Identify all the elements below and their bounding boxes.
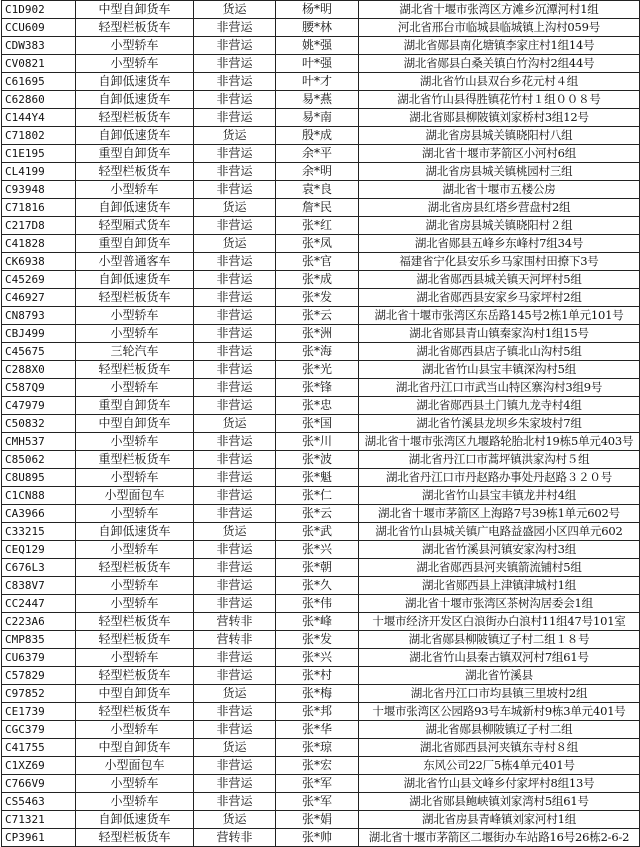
plate-number-cell: C1XZ69 <box>2 757 76 775</box>
vehicle-type-cell: 小型普通客车 <box>76 253 194 271</box>
plate-number-cell: C676L3 <box>2 559 76 577</box>
table-row <box>2 649 640 667</box>
address-cell: 湖北省竹山县秦古镇双河村7组61号 <box>359 649 640 667</box>
owner-name-cell: 张*川 <box>276 433 359 451</box>
address-cell: 湖北省竹山县双台乡花元村４组 <box>359 73 640 91</box>
address-cell: 湖北省丹江口市丹赵路办事处丹赵路３２０号 <box>359 469 640 487</box>
vehicle-type-cell: 重型自卸货车 <box>76 235 194 253</box>
address-cell: 东风公司22厂5栋4单元401号 <box>359 757 640 775</box>
table-row <box>2 145 640 163</box>
address-cell: 湖北省房县红塔乡营盘村2组 <box>359 199 640 217</box>
usage-type-cell: 非营运 <box>194 91 276 109</box>
plate-number-cell: C1CN88 <box>2 487 76 505</box>
usage-type-cell: 非营运 <box>194 379 276 397</box>
vehicle-type-cell: 小型轿车 <box>76 541 194 559</box>
vehicle-type-cell: 小型轿车 <box>76 505 194 523</box>
plate-number-cell: CU6379 <box>2 649 76 667</box>
address-cell: 湖北省郧西县安家乡马家坪村2组 <box>359 289 640 307</box>
owner-name-cell: 张*村 <box>276 667 359 685</box>
usage-type-cell: 货运 <box>194 127 276 145</box>
plate-number-cell: CE1739 <box>2 703 76 721</box>
table-row <box>2 487 640 505</box>
owner-name-cell: 张*发 <box>276 289 359 307</box>
plate-number-cell: C85062 <box>2 451 76 469</box>
table-body <box>2 1 640 847</box>
owner-name-cell: 张*宏 <box>276 757 359 775</box>
vehicle-type-cell: 轻型栏板货车 <box>76 703 194 721</box>
plate-number-cell: C838V7 <box>2 577 76 595</box>
plate-number-cell: C57829 <box>2 667 76 685</box>
table-row <box>2 721 640 739</box>
plate-number-cell: CCU609 <box>2 19 76 37</box>
owner-name-cell: 张*朝 <box>276 559 359 577</box>
owner-name-cell: 张*伟 <box>276 595 359 613</box>
owner-name-cell: 张*成 <box>276 271 359 289</box>
table-row <box>2 289 640 307</box>
plate-number-cell: C223A6 <box>2 613 76 631</box>
owner-name-cell: 张*云 <box>276 505 359 523</box>
usage-type-cell: 货运 <box>194 199 276 217</box>
plate-number-cell: C50832 <box>2 415 76 433</box>
plate-number-cell: CGC379 <box>2 721 76 739</box>
vehicle-type-cell: 轻型栏板货车 <box>76 19 194 37</box>
owner-name-cell: 叶*才 <box>276 73 359 91</box>
owner-name-cell: 余*平 <box>276 145 359 163</box>
usage-type-cell: 非营运 <box>194 163 276 181</box>
address-cell: 湖北省十堰市茅箭区小河村6组 <box>359 145 640 163</box>
plate-number-cell: C766V9 <box>2 775 76 793</box>
address-cell: 湖北省十堰市张湾区九堰路轮胎北村19栋5单元403号 <box>359 433 640 451</box>
usage-type-cell: 非营运 <box>194 397 276 415</box>
owner-name-cell: 张*仁 <box>276 487 359 505</box>
plate-number-cell: C288X0 <box>2 361 76 379</box>
usage-type-cell: 非营运 <box>194 757 276 775</box>
vehicle-type-cell: 自卸低速货车 <box>76 199 194 217</box>
table-row <box>2 541 640 559</box>
plate-number-cell: CMH537 <box>2 433 76 451</box>
usage-type-cell: 非营运 <box>194 55 276 73</box>
address-cell: 湖北省十堰市张湾区茶树沟居委会1组 <box>359 595 640 613</box>
usage-type-cell: 非营运 <box>194 19 276 37</box>
vehicle-type-cell: 重型自卸货车 <box>76 397 194 415</box>
table-row <box>2 757 640 775</box>
table-row <box>2 181 640 199</box>
vehicle-type-cell: 轻型栏板货车 <box>76 559 194 577</box>
table-row <box>2 1 640 19</box>
vehicle-type-cell: 小型面包车 <box>76 487 194 505</box>
address-cell: 湖北省郧县柳陂镇辽子村二组１８号 <box>359 631 640 649</box>
owner-name-cell: 袁*良 <box>276 181 359 199</box>
usage-type-cell: 非营运 <box>194 73 276 91</box>
vehicle-type-cell: 自卸低速货车 <box>76 73 194 91</box>
usage-type-cell: 非营运 <box>194 793 276 811</box>
address-cell: 湖北省十堰市张湾区方滩乡沉潭河村1组 <box>359 1 640 19</box>
usage-type-cell: 营转非 <box>194 829 276 847</box>
usage-type-cell: 非营运 <box>194 289 276 307</box>
table-row <box>2 397 640 415</box>
table-row <box>2 739 640 757</box>
usage-type-cell: 营转非 <box>194 613 276 631</box>
address-cell: 湖北省丹江口市均县镇三里坡村2组 <box>359 685 640 703</box>
table-row <box>2 73 640 91</box>
vehicle-type-cell: 轻型厢式货车 <box>76 217 194 235</box>
owner-name-cell: 詹*民 <box>276 199 359 217</box>
address-cell: 湖北省郧西县店子镇北山沟村5组 <box>359 343 640 361</box>
plate-number-cell: C1D902 <box>2 1 76 19</box>
plate-number-cell: C71802 <box>2 127 76 145</box>
plate-number-cell: C62860 <box>2 91 76 109</box>
owner-name-cell: 张*洲 <box>276 325 359 343</box>
plate-number-cell: C8U895 <box>2 469 76 487</box>
plate-number-cell: C71816 <box>2 199 76 217</box>
usage-type-cell: 非营运 <box>194 361 276 379</box>
usage-type-cell: 货运 <box>194 739 276 757</box>
vehicle-type-cell: 三轮汽车 <box>76 343 194 361</box>
table-row <box>2 379 640 397</box>
vehicle-type-cell: 轻型栏板货车 <box>76 631 194 649</box>
owner-name-cell: 张*魁 <box>276 469 359 487</box>
plate-number-cell: CL4199 <box>2 163 76 181</box>
plate-number-cell: C45675 <box>2 343 76 361</box>
address-cell: 湖北省郧县鲍峡镇刘家湾村5组61号 <box>359 793 640 811</box>
usage-type-cell: 非营运 <box>194 649 276 667</box>
owner-name-cell: 张*军 <box>276 775 359 793</box>
vehicle-type-cell: 小型面包车 <box>76 757 194 775</box>
table-row <box>2 307 640 325</box>
table-row <box>2 559 640 577</box>
usage-type-cell: 非营运 <box>194 595 276 613</box>
vehicle-type-cell: 小型轿车 <box>76 181 194 199</box>
vehicle-type-cell: 轻型栏板货车 <box>76 361 194 379</box>
vehicle-type-cell: 自卸低速货车 <box>76 127 194 145</box>
table-row <box>2 271 640 289</box>
table-row <box>2 811 640 829</box>
owner-name-cell: 余*明 <box>276 163 359 181</box>
vehicle-type-cell: 小型轿车 <box>76 37 194 55</box>
vehicle-type-cell: 轻型栏板货车 <box>76 667 194 685</box>
vehicle-type-cell: 重型自卸货车 <box>76 145 194 163</box>
address-cell: 湖北省郧西县土门镇九龙寺村4组 <box>359 397 640 415</box>
plate-number-cell: C33215 <box>2 523 76 541</box>
address-cell: 湖北省郧县白桑关镇白竹沟村2组44号 <box>359 55 640 73</box>
address-cell: 湖北省十堰市五楼公房 <box>359 181 640 199</box>
owner-name-cell: 张*梅 <box>276 685 359 703</box>
table-row <box>2 631 640 649</box>
address-cell: 湖北省郧西县河夹镇东寺村８组 <box>359 739 640 757</box>
plate-number-cell: C1E195 <box>2 145 76 163</box>
vehicle-type-cell: 自卸低速货车 <box>76 271 194 289</box>
table-row <box>2 415 640 433</box>
owner-name-cell: 张*云 <box>276 307 359 325</box>
address-cell: 湖北省竹溪县 <box>359 667 640 685</box>
vehicle-type-cell: 自卸低速货车 <box>76 91 194 109</box>
usage-type-cell: 非营运 <box>194 505 276 523</box>
table-row <box>2 343 640 361</box>
plate-number-cell: C41755 <box>2 739 76 757</box>
table-row <box>2 685 640 703</box>
owner-name-cell: 张*光 <box>276 361 359 379</box>
owner-name-cell: 张*海 <box>276 343 359 361</box>
table-row <box>2 775 640 793</box>
address-cell: 湖北省郧西县河夹镇箭流铺村5组 <box>359 559 640 577</box>
usage-type-cell: 货运 <box>194 685 276 703</box>
usage-type-cell: 非营运 <box>194 109 276 127</box>
table-row <box>2 127 640 145</box>
vehicle-type-cell: 小型轿车 <box>76 55 194 73</box>
usage-type-cell: 非营运 <box>194 775 276 793</box>
vehicle-type-cell: 轻型栏板货车 <box>76 109 194 127</box>
table-row <box>2 703 640 721</box>
table-row <box>2 505 640 523</box>
vehicle-type-cell: 小型轿车 <box>76 793 194 811</box>
address-cell: 湖北省丹江口市武当山特区寨沟村3组9号 <box>359 379 640 397</box>
vehicle-type-cell: 小型轿车 <box>76 433 194 451</box>
usage-type-cell: 非营运 <box>194 181 276 199</box>
vehicle-type-cell: 小型轿车 <box>76 649 194 667</box>
table-row <box>2 217 640 235</box>
owner-name-cell: 张*琼 <box>276 739 359 757</box>
vehicle-type-cell: 中型自卸货车 <box>76 739 194 757</box>
address-cell: 湖北省竹山县城关镇广电路益盛园小区四单元602 <box>359 523 640 541</box>
owner-name-cell: 张*发 <box>276 631 359 649</box>
vehicle-type-cell: 中型自卸货车 <box>76 1 194 19</box>
plate-number-cell: CEQ129 <box>2 541 76 559</box>
owner-name-cell: 张*凤 <box>276 235 359 253</box>
plate-number-cell: C41828 <box>2 235 76 253</box>
plate-number-cell: CMP835 <box>2 631 76 649</box>
plate-number-cell: C144Y4 <box>2 109 76 127</box>
address-cell: 福建省宁化县安乐乡马家围村田撩下3号 <box>359 253 640 271</box>
owner-name-cell: 殷*成 <box>276 127 359 145</box>
owner-name-cell: 杨*明 <box>276 1 359 19</box>
usage-type-cell: 非营运 <box>194 253 276 271</box>
usage-type-cell: 非营运 <box>194 721 276 739</box>
table-row <box>2 613 640 631</box>
address-cell: 湖北省竹山县文峰乡付家坪村8组13号 <box>359 775 640 793</box>
plate-number-cell: CS5463 <box>2 793 76 811</box>
table-row <box>2 325 640 343</box>
usage-type-cell: 非营运 <box>194 487 276 505</box>
usage-type-cell: 营转非 <box>194 631 276 649</box>
usage-type-cell: 非营运 <box>194 559 276 577</box>
owner-name-cell: 姚*强 <box>276 37 359 55</box>
table-row <box>2 523 640 541</box>
owner-name-cell: 张*武 <box>276 523 359 541</box>
usage-type-cell: 货运 <box>194 235 276 253</box>
table-row <box>2 37 640 55</box>
address-cell: 湖北省房县城关镇晓阳村２组 <box>359 217 640 235</box>
owner-name-cell: 张*兴 <box>276 649 359 667</box>
plate-number-cell: CA3966 <box>2 505 76 523</box>
plate-number-cell: CBJ499 <box>2 325 76 343</box>
vehicle-type-cell: 轻型栏板货车 <box>76 289 194 307</box>
plate-number-cell: CN8793 <box>2 307 76 325</box>
address-cell: 河北省邢台市临城县临城镇上沟村059号 <box>359 19 640 37</box>
table-row <box>2 451 640 469</box>
owner-name-cell: 张*国 <box>276 415 359 433</box>
plate-number-cell: CK6938 <box>2 253 76 271</box>
address-cell: 湖北省郧县南化塘镇李家庄村1组14号 <box>359 37 640 55</box>
owner-name-cell: 张*帅 <box>276 829 359 847</box>
vehicle-type-cell: 中型自卸货车 <box>76 685 194 703</box>
address-cell: 湖北省郧县柳陂镇刘家桥村3组12号 <box>359 109 640 127</box>
address-cell: 湖北省郧县青山镇秦家沟村1组15号 <box>359 325 640 343</box>
table-row <box>2 109 640 127</box>
usage-type-cell: 非营运 <box>194 145 276 163</box>
vehicle-type-cell: 小型轿车 <box>76 469 194 487</box>
owner-name-cell: 张*忠 <box>276 397 359 415</box>
plate-number-cell: C93948 <box>2 181 76 199</box>
table-row <box>2 19 640 37</box>
owner-name-cell: 易*南 <box>276 109 359 127</box>
usage-type-cell: 非营运 <box>194 577 276 595</box>
usage-type-cell: 非营运 <box>194 541 276 559</box>
usage-type-cell: 非营运 <box>194 703 276 721</box>
vehicle-type-cell: 小型轿车 <box>76 595 194 613</box>
address-cell: 湖北省竹山县宝丰镇龙井村4组 <box>359 487 640 505</box>
plate-number-cell: CDW383 <box>2 37 76 55</box>
table-row <box>2 199 640 217</box>
vehicle-type-cell: 小型轿车 <box>76 379 194 397</box>
table-row <box>2 667 640 685</box>
vehicle-type-cell: 小型轿车 <box>76 775 194 793</box>
owner-name-cell: 张*军 <box>276 793 359 811</box>
owner-name-cell: 张*娟 <box>276 811 359 829</box>
owner-name-cell: 张*兴 <box>276 541 359 559</box>
owner-name-cell: 张*峰 <box>276 613 359 631</box>
vehicle-type-cell: 自卸低速货车 <box>76 811 194 829</box>
table-row <box>2 55 640 73</box>
address-cell: 湖北省郧西县上津镇津城村1组 <box>359 577 640 595</box>
vehicle-type-cell: 小型轿车 <box>76 577 194 595</box>
plate-number-cell: C217D8 <box>2 217 76 235</box>
usage-type-cell: 货运 <box>194 811 276 829</box>
owner-name-cell: 张*官 <box>276 253 359 271</box>
table-row <box>2 577 640 595</box>
owner-name-cell: 张*华 <box>276 721 359 739</box>
vehicle-registry-table <box>1 0 640 847</box>
vehicle-type-cell: 轻型栏板货车 <box>76 613 194 631</box>
owner-name-cell: 腰*林 <box>276 19 359 37</box>
table-row <box>2 91 640 109</box>
usage-type-cell: 非营运 <box>194 325 276 343</box>
vehicle-type-cell: 中型自卸货车 <box>76 415 194 433</box>
address-cell: 湖北省丹江口市蒿坪镇洪家沟村５组 <box>359 451 640 469</box>
vehicle-type-cell: 自卸低速货车 <box>76 523 194 541</box>
vehicle-type-cell: 小型轿车 <box>76 307 194 325</box>
address-cell: 湖北省房县青峰镇刘家河村1组 <box>359 811 640 829</box>
table-row <box>2 433 640 451</box>
plate-number-cell: CC2447 <box>2 595 76 613</box>
address-cell: 湖北省郧县柳陂镇辽子村二组 <box>359 721 640 739</box>
vehicle-type-cell: 轻型栏板货车 <box>76 163 194 181</box>
address-cell: 湖北省郧县五峰乡东峰村7组34号 <box>359 235 640 253</box>
usage-type-cell: 非营运 <box>194 469 276 487</box>
owner-name-cell: 张*锋 <box>276 379 359 397</box>
plate-number-cell: C46927 <box>2 289 76 307</box>
usage-type-cell: 货运 <box>194 523 276 541</box>
table-row <box>2 793 640 811</box>
address-cell: 湖北省十堰市茅箭区二堰街办车站路16号26栋2-6-2 <box>359 829 640 847</box>
owner-name-cell: 张*邦 <box>276 703 359 721</box>
usage-type-cell: 货运 <box>194 415 276 433</box>
address-cell: 湖北省房县城关镇晓阳村八组 <box>359 127 640 145</box>
owner-name-cell: 易*燕 <box>276 91 359 109</box>
plate-number-cell: C71321 <box>2 811 76 829</box>
address-cell: 湖北省竹溪县河镇安家沟村3组 <box>359 541 640 559</box>
table-row <box>2 235 640 253</box>
owner-name-cell: 叶*强 <box>276 55 359 73</box>
owner-name-cell: 张*红 <box>276 217 359 235</box>
address-cell: 湖北省房县城关镇桃园村三组 <box>359 163 640 181</box>
table-row <box>2 253 640 271</box>
address-cell: 湖北省十堰市张湾区东岳路145号2栋1单元101号 <box>359 307 640 325</box>
plate-number-cell: C45269 <box>2 271 76 289</box>
usage-type-cell: 非营运 <box>194 217 276 235</box>
usage-type-cell: 非营运 <box>194 667 276 685</box>
usage-type-cell: 货运 <box>194 1 276 19</box>
table-row <box>2 469 640 487</box>
plate-number-cell: C97852 <box>2 685 76 703</box>
address-cell: 湖北省郧西县城关镇天河坪村5组 <box>359 271 640 289</box>
usage-type-cell: 非营运 <box>194 433 276 451</box>
usage-type-cell: 非营运 <box>194 343 276 361</box>
usage-type-cell: 非营运 <box>194 307 276 325</box>
usage-type-cell: 非营运 <box>194 271 276 289</box>
table-row <box>2 595 640 613</box>
plate-number-cell: CV0821 <box>2 55 76 73</box>
usage-type-cell: 非营运 <box>194 37 276 55</box>
plate-number-cell: C587Q9 <box>2 379 76 397</box>
address-cell: 湖北省竹山县宝丰镇深沟村5组 <box>359 361 640 379</box>
address-cell: 湖北省竹溪县龙坝乡朱家坡村7组 <box>359 415 640 433</box>
vehicle-type-cell: 小型轿车 <box>76 721 194 739</box>
usage-type-cell: 非营运 <box>194 451 276 469</box>
owner-name-cell: 张*久 <box>276 577 359 595</box>
plate-number-cell: CP3961 <box>2 829 76 847</box>
plate-number-cell: C61695 <box>2 73 76 91</box>
vehicle-type-cell: 小型轿车 <box>76 325 194 343</box>
table-row <box>2 361 640 379</box>
vehicle-type-cell: 重型栏板货车 <box>76 451 194 469</box>
address-cell: 湖北省十堰市茅箭区上海路7号39栋1单元602号 <box>359 505 640 523</box>
owner-name-cell: 张*波 <box>276 451 359 469</box>
address-cell: 十堰市经济开发区白浪街办白浪村11组47号101室 <box>359 613 640 631</box>
vehicle-type-cell: 轻型栏板货车 <box>76 829 194 847</box>
address-cell: 十堰市张湾区公园路93号车城新村9栋3单元401号 <box>359 703 640 721</box>
plate-number-cell: C47979 <box>2 397 76 415</box>
table-row <box>2 163 640 181</box>
address-cell: 湖北省竹山县得胜镇花竹村１组００８号 <box>359 91 640 109</box>
